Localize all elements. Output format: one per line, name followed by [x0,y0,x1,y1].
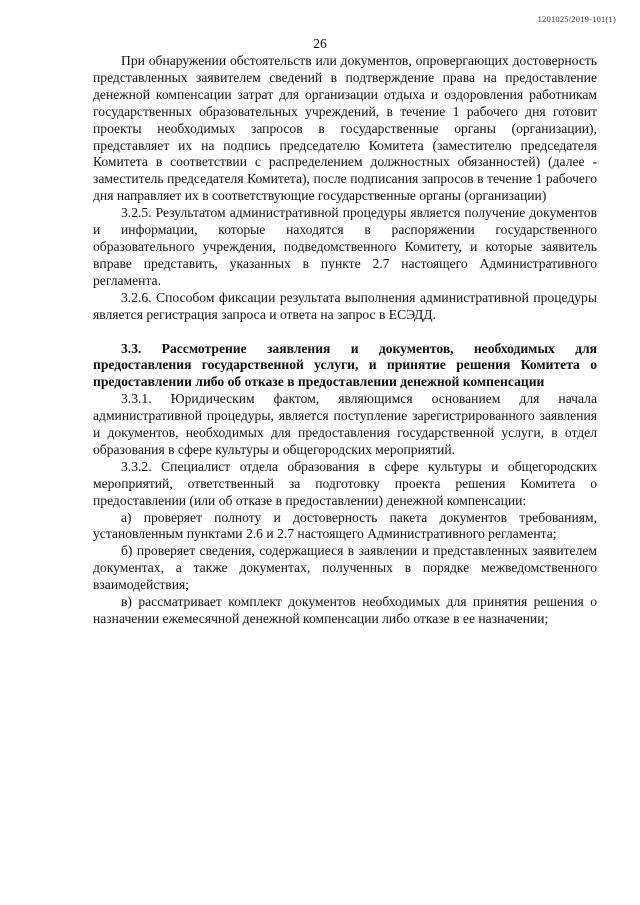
paragraph: При обнаружении обстоятельств или документов, опровергающих достоверность представленных заявителем сведений в подтверждение права на предоставление денежной компенсации затрат для организации отдыха и оздоровления работникам государственных образовательных учреждений, в течение 1 рабочего дня готовит проекты необходимых запросов в государственные органы (организации), представляет их на подпись председателю Комитета (заместителю председателя Комитета в соответствии с распределением должностных обязанностей) (далее - заместитель председателя Комитета), после подписания запросов в течение 1 рабочего дня направляет их в соответствующие государственные органы (организации) [93,53,597,204]
paragraph-3-2-5: 3.2.5. Результатом административной процедуры является получение документов и информации, которые находятся в распоряжении государственного образовательного учреждения, подведомственного Комитету, и которые заявитель вправе представить, указанных в пункте 2.7 настоящего Административного регламента. [93,205,597,288]
document-code: 1201025/2019-101(1) [537,14,616,24]
list-item-b: б) проверяет сведения, содержащиеся в заявлении и представленных заявителем документах, а также документах, полученных в порядке межведомственного взаимодействия; [93,543,597,593]
document-body [93,53,597,628]
list-item-a: а) проверяет полноту и достоверность пакета документов требованиям, установленным пунктами 2.6 и 2.7 настоящего Административного регламента; [93,509,597,542]
paragraph-3-3-1: 3.3.1. Юридическим фактом, являющимся основанием для начала административной процедуры, является поступление зарегистрированного заявления и документов, необходимых для предоставления государственной услуги, в отдел образования в сфере культуры и общегородских мероприятий. [93,391,597,457]
section-heading-3-3: 3.3. Рассмотрение заявления и документов, необходимых для предоставления государственной услуги, и принятие решения Комитета о предоставлении либо об отказе в предоставлении денежной компенсации [93,340,597,390]
paragraph-3-3-2: 3.3.2. Специалист отдела образования в сфере культуры и общегородских мероприятий, ответственный за подготовку проекта решения Комитета о предоставлении (или об отказе в предоставлении) денежной компенсации: [93,458,597,508]
page-number: 26 [313,36,327,51]
list-item-v: в) рассматривает комплект документов необходимых для принятия решения о назначении ежемесячной денежной компенсации либо отказе в ее назначении; [93,594,597,626]
paragraph-3-2-6: 3.2.6. Способом фиксации результата выполнения административной процедуры является регистрация запроса и ответа на запрос в ЕСЭДД. [93,289,597,322]
